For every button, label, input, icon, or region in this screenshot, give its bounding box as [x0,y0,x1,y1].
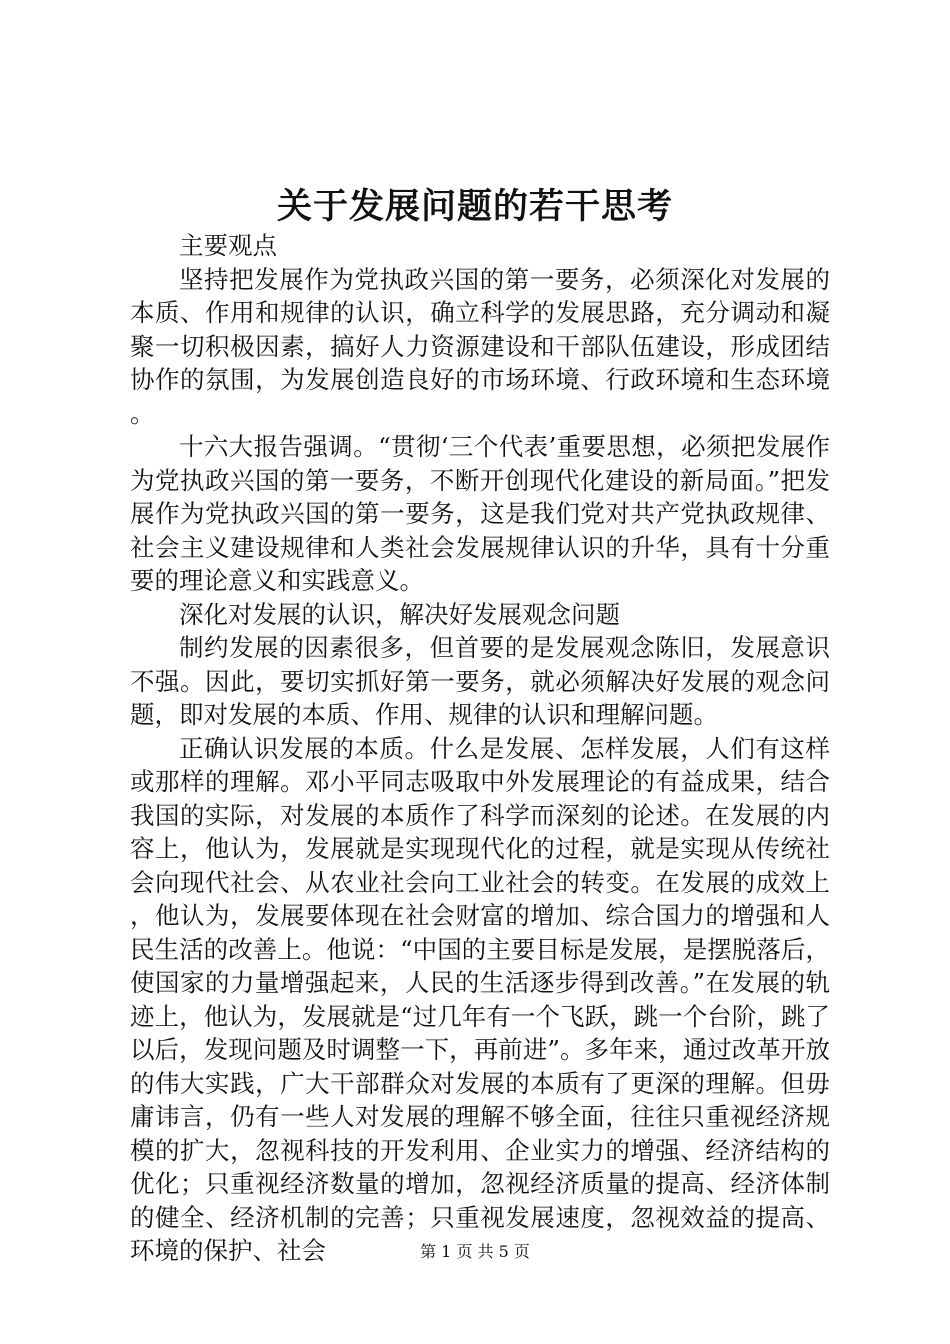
paragraph: 正确认识发展的本质。什么是发展、怎样发展，人们有这样或那样的理解。邓小平同志吸取中外发展理论的有益成果，结合我国的实际，对发展的本质作了科学而深刻的论述。在发展的内容上，他认为，发展就是实现现代化的过程，就是实现从传统社会向现代社会、从农业社会向工业社会的转变。在发展的成效上，他认为，发展要体现在社会财富的增加、综合国力的增强和人民生活的改善上。他说：“中国的主要目标是发展，是摆脱落后，使国家的力量增强起来，人民的生活逐步得到改善。”在发展的轨迹上，他认为，发展就是“过几年有一个飞跃，跳一个台阶，跳了以后，发现问题及时调整一下，再前进”。多年来，通过改革开放的伟大实践，广大干部群众对发展的本质有了更深的理解。但毋庸讳言，仍有一些人对发展的理解不够全面，往往只重视经济规模的扩大，忽视科技的开发利用、企业实力的增强、经济结构的优化；只重视经济数量的增加，忽视经济质量的提高、经济体制的健全、经济机制的完善；只重视发展速度，忽视效益的提高、环境的保护、社会 [130,733,830,1265]
page-footer: 第 1 页 共 5 页 [420,1242,530,1261]
document-title: 关于发展问题的若干思考 [276,186,673,227]
paragraph: 十六大报告强调。“贯彻‘三个代表’重要思想，必须把发展作为党执政兴国的第一要务，不断开创现代化建设的新局面。”把发展作为党执政兴国的第一要务，这是我们党对共产党执政规律、社会主义建设规律和人类社会发展规律认识的升华，具有十分重要的理论意义和实践意义。 [130,432,830,595]
document-body [130,229,830,1268]
paragraph: 坚持把发展作为党执政兴国的第一要务，必须深化对发展的本质、作用和规律的认识，确立科学的发展思路，充分调动和凝聚一切积极因素，搞好人力资源建设和干部队伍建设，形成团结协作的氛围，为发展创造良好的市场环境、行政环境和生态环境。 [130,264,830,428]
paragraph-heading-main-points: 主要观点 [179,231,277,260]
paragraph: 制约发展的因素很多，但首要的是发展观念陈旧，发展意识不强。因此，要切实抓好第一要务，就必须解决好发展的观念问题，即对发展的本质、作用、规律的认识和理解问题。 [130,633,830,729]
paragraph-section-heading: 深化对发展的认识，解决好发展观念问题 [179,599,620,629]
